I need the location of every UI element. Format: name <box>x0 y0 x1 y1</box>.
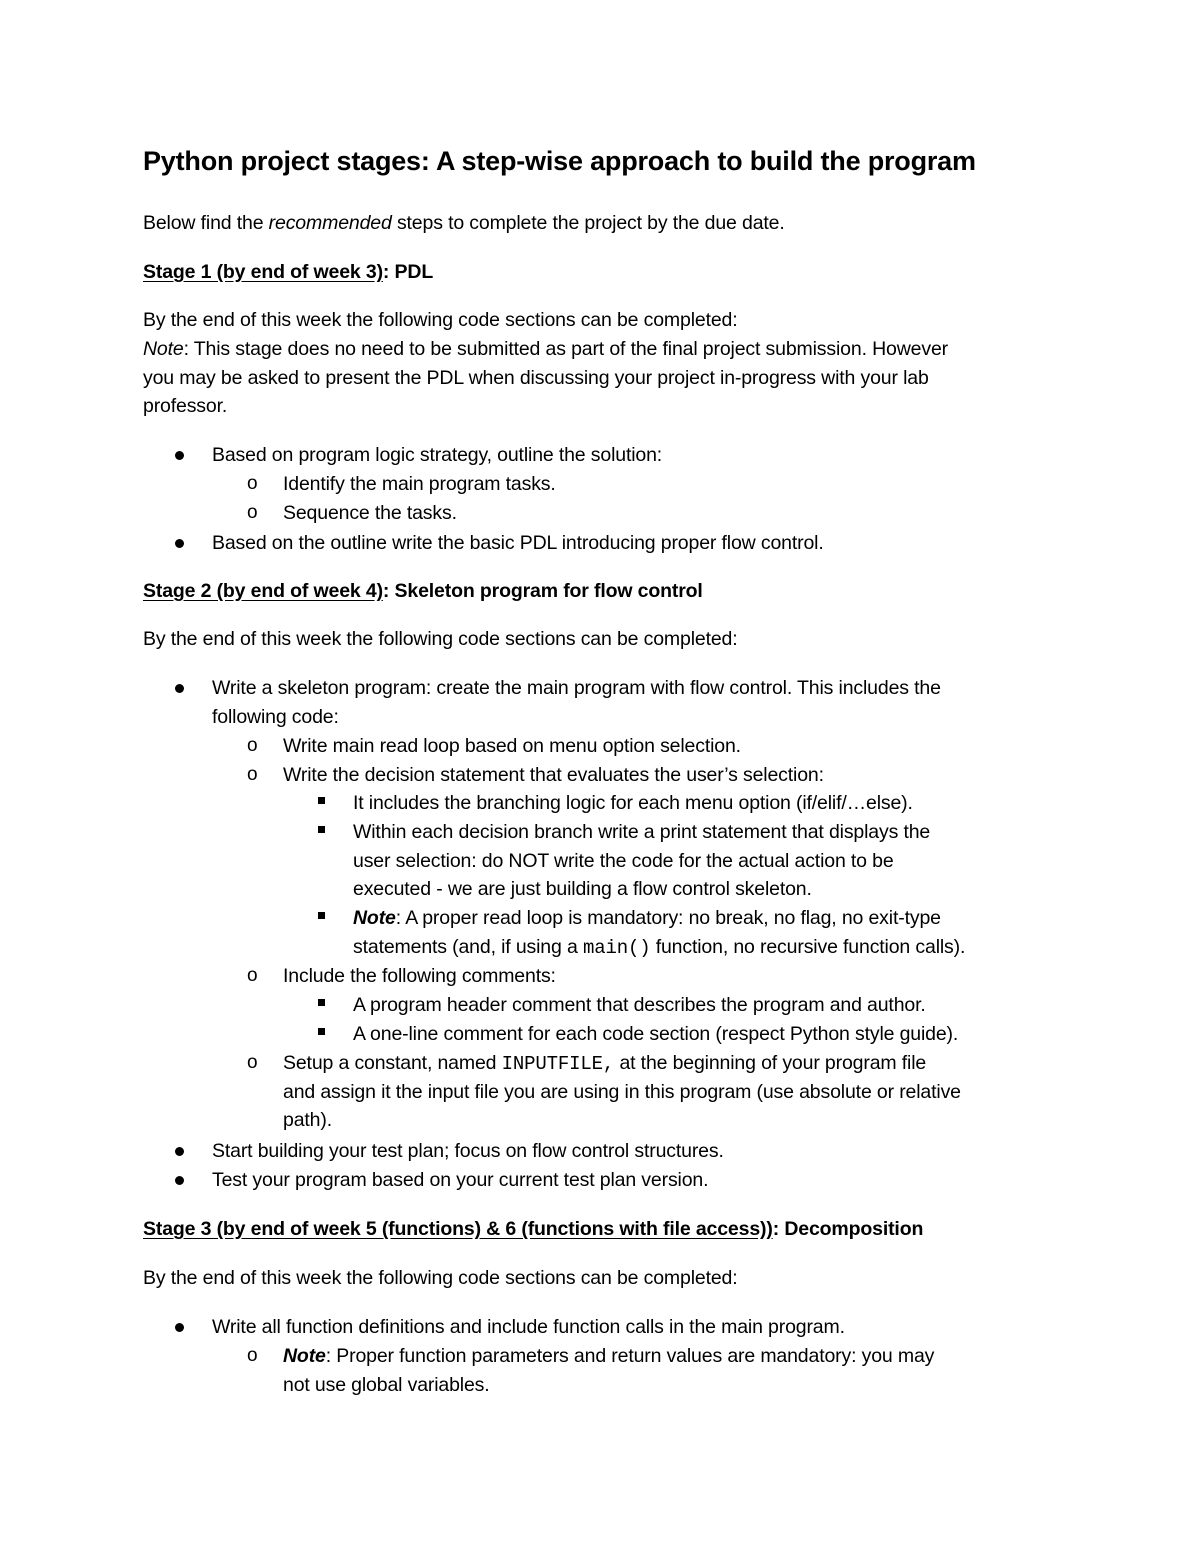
stage1-note-line3: professor. <box>143 395 228 417</box>
bullet-circle-icon: o <box>247 735 258 756</box>
stage1-heading-subtitle: PDL <box>389 261 434 283</box>
stage1-lead: By the end of this week the following code sections can be completed: <box>143 309 738 331</box>
stage2-note-label: Note <box>353 907 396 929</box>
stage2-note-text: : A proper read loop is mandatory: no break, no flag, no exit-type <box>395 907 941 929</box>
stage2-sub4-line1 <box>283 1049 926 1078</box>
stage2-heading <box>143 577 703 605</box>
stage3-note-label: Note <box>283 1345 326 1367</box>
stage3-heading-label: Stage 3 (by end of week 5 (functions) & 6 (functions with file access)) <box>143 1218 773 1240</box>
bullet-circle-icon: o <box>247 764 258 785</box>
bullet-circle-icon: o <box>247 965 258 986</box>
bullet-disc-icon <box>175 1323 184 1332</box>
stage2-bullet3: Test your program based on your current test plan version. <box>212 1169 709 1191</box>
bullet-circle-icon: o <box>247 1052 258 1073</box>
stage2-sub3-item2: A one-line comment for each code section (respect Python style guide). <box>353 1023 959 1045</box>
bullet-disc-icon <box>175 684 184 693</box>
stage2-sub2-item2-line1: Within each decision branch write a print statement that displays the <box>353 821 931 843</box>
bullet-disc-icon <box>175 1176 184 1185</box>
stage2-heading-label: Stage 2 (by end of week 4) <box>143 580 383 602</box>
stage2-sub1: Write main read loop based on menu option selection. <box>283 735 741 757</box>
stage2-sub2-item2-line2: user selection: do NOT write the code for the actual action to be <box>353 850 894 872</box>
stage3-sub1-line2: not use global variables. <box>283 1374 490 1396</box>
bullet-square-icon <box>318 1028 325 1035</box>
stage1-heading-label: Stage 1 (by end of week 3) <box>143 261 383 283</box>
page-title: Python project stages: A step-wise approach to build the program <box>143 146 976 176</box>
stage1-heading-colon: : <box>382 261 390 283</box>
stage2-sub4-line2: and assign it the input file you are using in this program (use absolute or relative <box>283 1081 961 1103</box>
bullet-square-icon <box>318 797 325 804</box>
stage2-heading-colon: : <box>382 580 390 602</box>
stage3-bullet1: Write all function definitions and include function calls in the main program. <box>212 1316 845 1338</box>
stage2-lead: By the end of this week the following code sections can be completed: <box>143 628 738 650</box>
stage1-sub2: Sequence the tasks. <box>283 502 457 524</box>
bullet-square-icon <box>318 826 325 833</box>
stage2-sub2-item2-line3: executed - we are just building a flow control skeleton. <box>353 878 812 900</box>
stage2-sub2: Write the decision statement that evaluates the user’s selection: <box>283 764 824 786</box>
stage1-bullet1: Based on program logic strategy, outline the solution: <box>212 444 663 466</box>
bullet-disc-icon <box>175 539 184 548</box>
stage1-note-text: : This stage does no need to be submitted as part of the final project submission. However <box>183 338 948 360</box>
stage3-note-text: : Proper function parameters and return values are mandatory: you may <box>325 1345 935 1367</box>
stage3-lead: By the end of this week the following code sections can be completed: <box>143 1267 738 1289</box>
stage2-bullet1-line1: Write a skeleton program: create the main program with flow control. This includes the <box>212 677 941 699</box>
stage3-sub1-line1 <box>283 1342 934 1370</box>
bullet-disc-icon <box>175 1147 184 1156</box>
code-inputfile-constant: INPUTFILE, <box>501 1053 615 1075</box>
stage2-note-text-2a: statements (and, if using a <box>353 936 583 958</box>
stage1-note-line1 <box>143 335 948 363</box>
code-main-function: main() <box>582 937 651 959</box>
stage1-heading <box>143 258 433 286</box>
stage2-bullet1-line2: following code: <box>212 706 339 728</box>
stage2-sub3: Include the following comments: <box>283 965 556 987</box>
bullet-disc-icon <box>175 451 184 460</box>
stage3-heading-colon: : <box>772 1218 780 1240</box>
stage2-sub4-line3: path). <box>283 1109 332 1131</box>
bullet-square-icon <box>318 999 325 1006</box>
bullet-circle-icon: o <box>247 473 258 494</box>
stage2-bullet2: Start building your test plan; focus on flow control structures. <box>212 1140 724 1162</box>
stage3-heading <box>143 1215 923 1243</box>
stage2-heading-subtitle: Skeleton program for flow control <box>389 580 703 602</box>
stage2-note-text-2b: function, no recursive function calls). <box>650 936 966 958</box>
bullet-circle-icon: o <box>247 502 258 523</box>
stage2-sub4-text-b: at the beginning of your program file <box>614 1052 927 1074</box>
intro-emphasis: recommended <box>268 212 392 234</box>
stage1-note-label: Note <box>143 338 184 360</box>
stage1-note-line2: you may be asked to present the PDL when discussing your project in-progress with your lab <box>143 367 929 389</box>
stage1-sub1: Identify the main program tasks. <box>283 473 556 495</box>
bullet-square-icon <box>318 912 325 919</box>
stage2-sub2-item3-line1 <box>353 904 941 932</box>
bullet-circle-icon: o <box>247 1345 258 1366</box>
stage1-bullet2: Based on the outline write the basic PDL introducing proper flow control. <box>212 532 824 554</box>
intro-text-end: steps to complete the project by the due date. <box>391 212 785 234</box>
stage2-sub2-item3-line2 <box>353 933 965 962</box>
intro-text: Below find the <box>143 212 269 234</box>
stage2-sub4-text-a: Setup a constant, named <box>283 1052 502 1074</box>
intro-paragraph <box>143 209 785 237</box>
stage2-sub3-item1: A program header comment that describes the program and author. <box>353 994 926 1016</box>
stage3-heading-subtitle: Decomposition <box>779 1218 924 1240</box>
stage2-sub2-item1: It includes the branching logic for each menu option (if/elif/…else). <box>353 792 913 814</box>
